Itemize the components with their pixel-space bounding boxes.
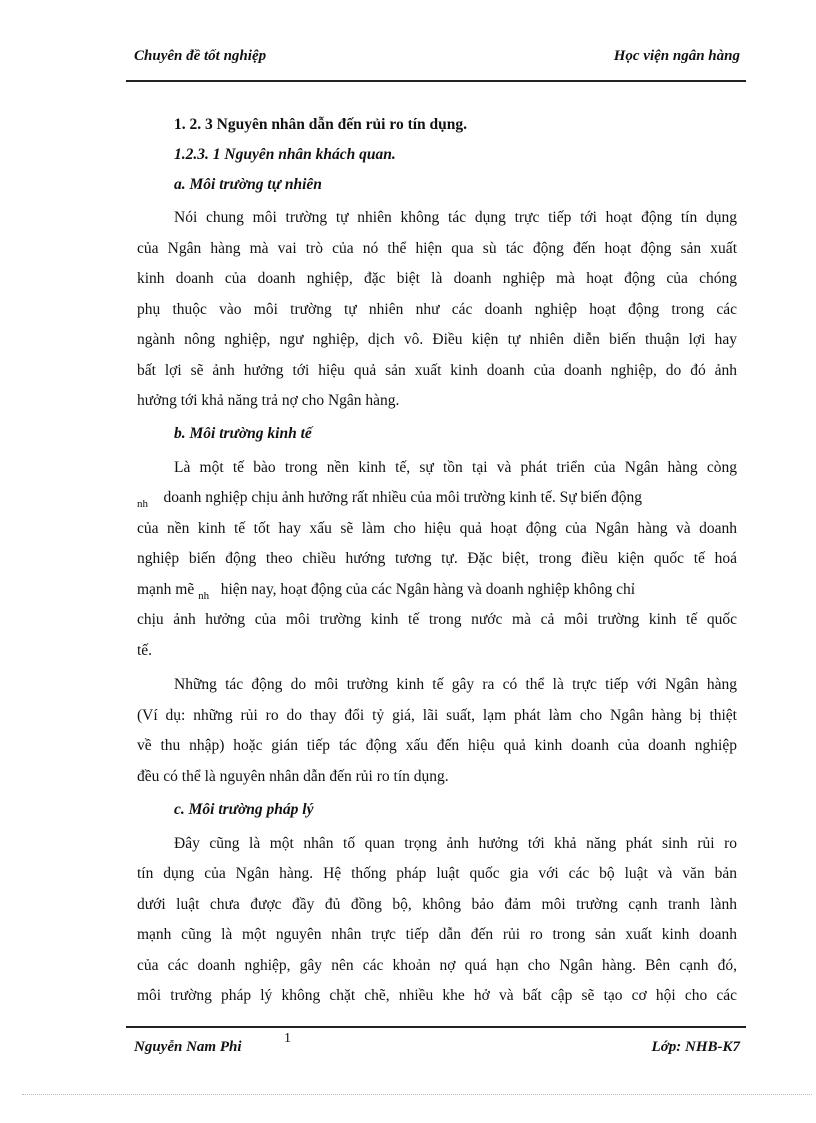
text-line [137,580,737,600]
footer-class: Lớp: NHB-K7 [651,1039,740,1055]
heading-legal-environment: c. Môi trường pháp lý [174,801,314,818]
text-line: dưới luật chưa được đầy đủ đồng bộ, không bảo đảm môi trường cạnh tranh lành [137,896,737,913]
text-line [137,488,737,508]
page-header [134,48,740,70]
text-line: môi trường pháp lý không chặt chẽ, nhiều khe hở và bất cập sẽ tạo cơ hội cho các [137,987,737,1004]
text-line: bất lợi sẽ ảnh hưởng tới hiệu quả sản xuất kinh doanh của doanh nghiệp, do đó ảnh [137,362,737,379]
text-line: kinh doanh của doanh nghiệp, đặc biệt là doanh nghiệp mà hoạt động của chóng [137,270,737,287]
text-fragment: doanh nghiệp chịu ảnh hưởng rất nhiều của môi trường kinh tế. Sự biến động [163,489,643,506]
text-line: nghiệp biến động theo chiều hướng tương tự. Đặc biệt, trong điều kiện quốc tế hoá [137,550,737,567]
footer-rule [126,1026,746,1028]
subsection-heading: 1.2.3. 1 Nguyên nhân khách quan. [174,146,396,163]
text-line: Nói chung môi trường tự nhiên không tác dụng trực tiếp tới hoạt động tín dụng [174,209,737,226]
text-fragment: mạnh mẽ [137,581,195,598]
text-line: tế. [137,642,153,659]
text-fragment: hiện nay, hoạt động của các Ngân hàng và doanh nghiệp không chỉ [220,581,636,598]
text-fragment: nh [198,590,210,602]
text-line: của các doanh nghiệp, gây nên các khoản nợ quá hạn cho Ngân hàng. Bên cạnh đó, [137,957,737,974]
text-line: (Ví dụ: những rủi ro do thay đổi tỷ giá, lãi suất, lạm phát làm cho Ngân hàng bị thiệt [137,707,737,724]
header-thesis-title: Chuyên đề tốt nghiệp [134,48,267,64]
page-footer [134,1031,740,1059]
text-line: chịu ảnh hưởng của môi trường kinh tế trong nước mà cả môi trường kinh tế quốc [137,611,737,628]
text-line: về thu nhập) hoặc gián tiếp tác động xấu đến hiệu quả kinh doanh của doanh nghiệp [137,737,737,754]
text-line: của Ngân hàng mà vai trò của nó thể hiện qua sù tác động đến hoạt động sản xuất [137,240,737,257]
text-line: Đây cũng là một nhân tố quan trọng ảnh hưởng tới khả năng phát sinh rủi ro [174,835,737,852]
text-line: ngành nông nghiệp, ngư nghiệp, dịch vô. Điều kiện tự nhiên diễn biến thuận lợi hay [137,331,737,348]
text-line: tín dụng của Ngân hàng. Hệ thống pháp luật quốc gia với các bộ luật và văn bản [137,865,737,882]
text-line: hưởng tới khả năng trả nợ cho Ngân hàng. [137,392,400,409]
text-fragment: nh [137,498,148,510]
header-rule [126,80,746,82]
page-number: 1 [284,1031,291,1046]
heading-natural-environment: a. Môi trường tự nhiên [174,176,322,193]
text-line: đều có thể là nguyên nhân dẫn đến rủi ro tín dụng. [137,768,449,785]
section-heading: 1. 2. 3 Nguyên nhân dẫn đến rủi ro tín dụng. [174,116,468,133]
text-line: của nền kinh tế tốt hay xấu sẽ làm cho hiệu quả hoạt động của Ngân hàng và doanh [137,520,737,537]
text-line: Là một tế bào trong nền kinh tế, sự tồn tại và phát triển của Ngân hàng còng [174,459,737,476]
footer-author: Nguyễn Nam Phi [134,1039,242,1055]
text-line: phụ thuộc vào môi trường tự nhiên như các doanh nghiệp hoạt động trong các [137,301,737,318]
header-institution: Học viện ngân hàng [613,48,740,64]
text-line: Những tác động do môi trường kinh tế gây ra có thể là trực tiếp với Ngân hàng [174,676,737,693]
heading-economic-environment: b. Môi trường kinh tế [174,425,312,442]
text-line: mạnh cũng là một nguyên nhân trực tiếp dẫn đến rủi ro trong sản xuất kinh doanh [137,926,737,943]
page-break-dotted-line [22,1094,812,1095]
